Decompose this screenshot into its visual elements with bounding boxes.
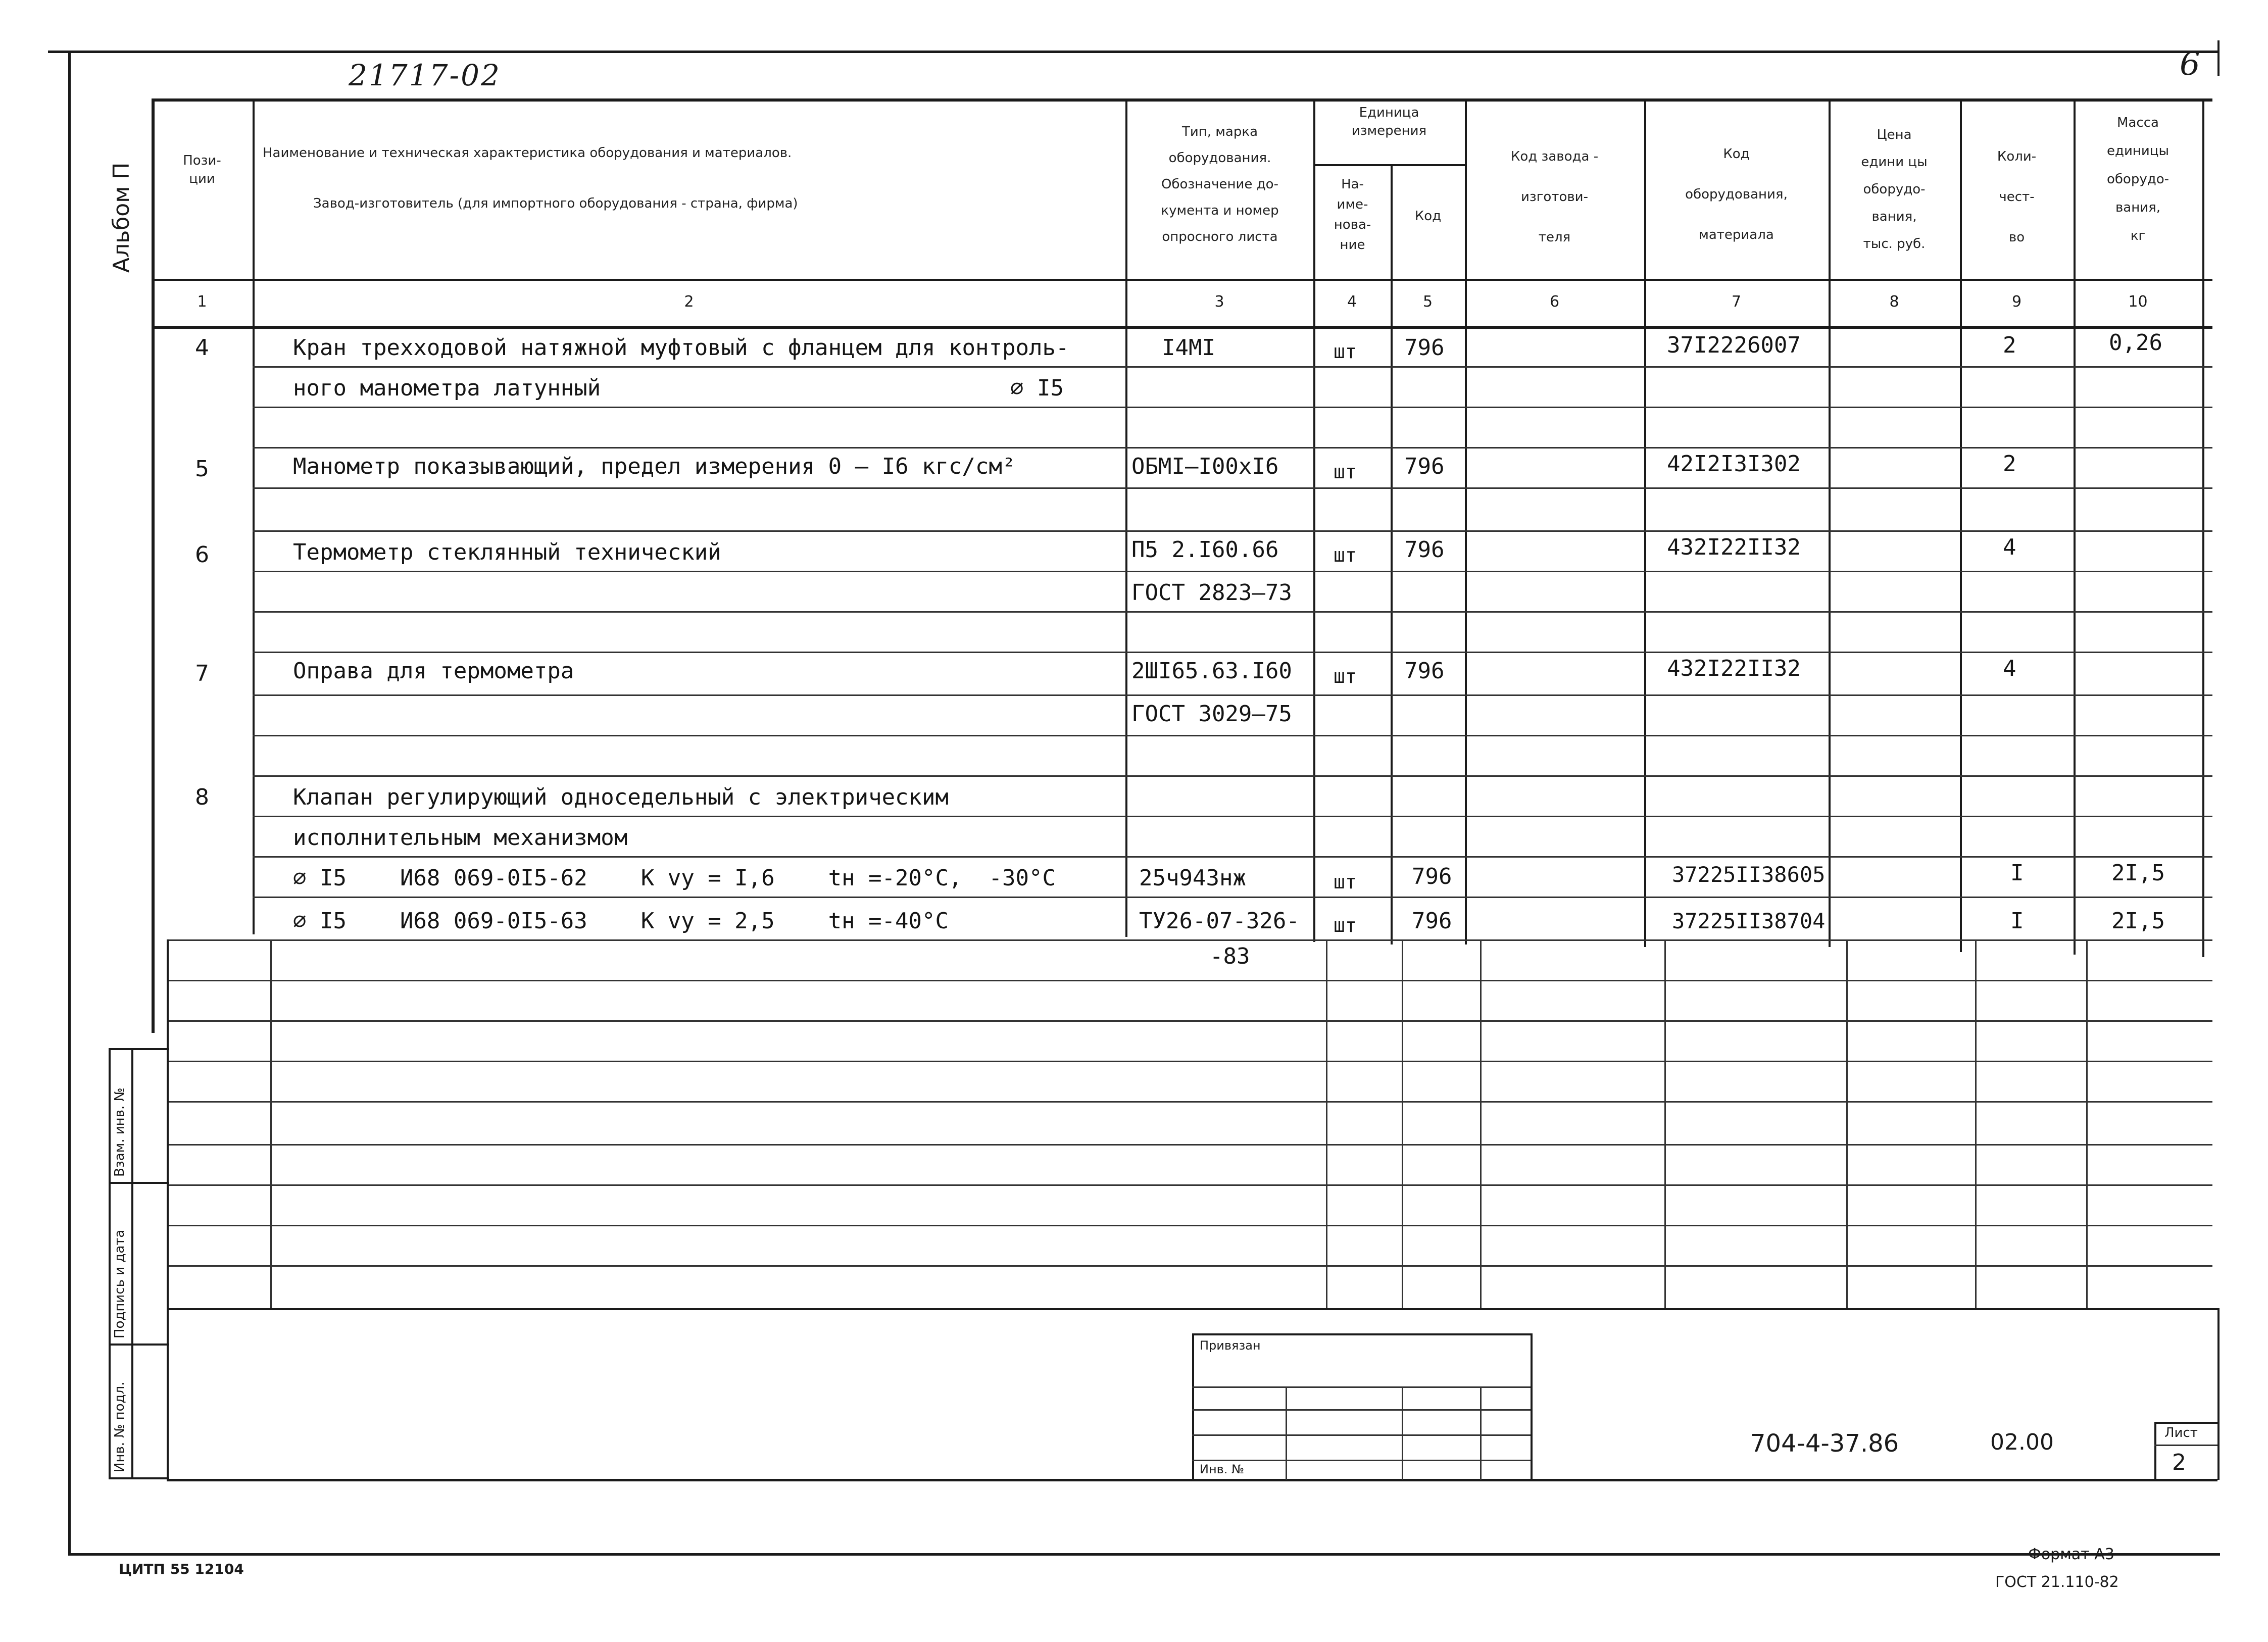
row-position: 8 xyxy=(195,784,209,810)
row-unit: шт xyxy=(1334,665,1357,687)
header-type: Тип, марка оборудования. Обозначение до- кумента и номер опросного листа xyxy=(1161,124,1279,244)
handwritten-doc-code: 21717-02 xyxy=(349,58,501,92)
header-equipment-code: Код оборудования, материала xyxy=(1685,146,1788,242)
row-position: 7 xyxy=(195,661,209,686)
document-designation: 704-4-37.86 xyxy=(1750,1429,1899,1458)
row-mass: 2I,5 xyxy=(2111,908,2165,934)
row-position: 5 xyxy=(195,456,209,482)
row-mass: 2I,5 xyxy=(2111,860,2165,886)
col-number-1: 1 xyxy=(197,293,207,311)
footer-format: Формат А3 xyxy=(2028,1546,2114,1563)
row-name: исполнительным механизмом xyxy=(293,825,628,851)
row-unit: шт xyxy=(1334,871,1357,893)
row-type: -83 xyxy=(1210,943,1250,969)
row-type: ТУ26-07-326- xyxy=(1139,908,1300,934)
sheet-number: 2 xyxy=(2172,1450,2186,1475)
row-unit-code: 796 xyxy=(1404,658,1445,684)
col-number-6: 6 xyxy=(1549,293,1560,311)
stamp-original-inv: Инв. № подл. xyxy=(112,1381,127,1472)
row-equipment-code: 37225II38704 xyxy=(1672,909,1826,933)
row-position: 6 xyxy=(195,542,209,568)
row-name: ного манометра латунный xyxy=(293,375,601,401)
col-number-7: 7 xyxy=(1731,293,1742,311)
row-equipment-code: 42I2I3I302 xyxy=(1667,451,1801,477)
footer-registry: ЦИТП 55 12104 xyxy=(119,1561,244,1577)
header-quantity: Коли- чест- во xyxy=(1997,149,2037,245)
row-equipment-code: 432I22II32 xyxy=(1667,534,1801,560)
row-equipment-code: 432I22II32 xyxy=(1667,656,1801,681)
row-quantity: 4 xyxy=(2003,656,2016,681)
header-manufacturer: Завод-изготовитель (для импортного оборудования - страна, фирма) xyxy=(313,196,798,211)
header-name: Наименование и техническая характеристика оборудования и материалов. xyxy=(263,145,792,161)
col-number-4: 4 xyxy=(1347,293,1357,311)
header-positions: Пози- ции xyxy=(183,153,221,186)
col-number-8: 8 xyxy=(1889,293,1899,311)
row-quantity: I xyxy=(2010,860,2024,886)
title-block-privyazan: Привязан xyxy=(1200,1338,1261,1353)
row-name: Оправа для термометра xyxy=(293,658,574,684)
row-position: 4 xyxy=(195,335,209,361)
row-type: 2ШI65.63.I60 xyxy=(1131,658,1292,684)
header-unit: Единица измерения xyxy=(1351,105,1427,138)
header-price: Цена едини цы оборудо- вания, тыс. руб. xyxy=(1861,127,1928,252)
header-plant-code: Код завода - изготови- теля xyxy=(1510,149,1599,245)
row-quantity: 2 xyxy=(2003,332,2016,358)
row-unit-code: 796 xyxy=(1404,454,1445,479)
col-number-10: 10 xyxy=(2128,293,2148,311)
album-label: Альбом П xyxy=(109,162,134,273)
stamp-signature-date: Подпись и дата xyxy=(112,1229,127,1338)
row-unit: шт xyxy=(1334,340,1357,363)
sheet-label: Лист xyxy=(2164,1425,2198,1440)
row-unit-code: 796 xyxy=(1412,864,1452,889)
header-mass: Масса единицы оборудо- вания, кг xyxy=(2106,115,2169,243)
row-type: ОБМI–I00хI6 xyxy=(1131,454,1279,479)
row-name: Клапан регулирующий односедельный с электрическим xyxy=(293,784,949,810)
row-name: ∅ I5 И68 069-0I5-63 К vy = 2,5 tн =-40°С xyxy=(293,908,949,934)
row-quantity: 4 xyxy=(2003,534,2016,560)
row-unit: шт xyxy=(1334,544,1357,566)
col-number-5: 5 xyxy=(1422,293,1433,311)
row-name: ∅ I5 И68 069-0I5-62 К vy = I,6 tн =-20°С, -30°С xyxy=(293,865,1056,891)
footer-gost: ГОСТ 21.110-82 xyxy=(1995,1573,2119,1591)
col-number-3: 3 xyxy=(1214,293,1224,311)
row-name-extra: ∅ I5 xyxy=(1010,375,1064,401)
row-unit-code: 796 xyxy=(1412,908,1452,934)
title-block-inv: Инв. № xyxy=(1200,1462,1245,1476)
header-unit-name: На- име- нова- ние xyxy=(1334,177,1371,253)
row-unit: шт xyxy=(1334,914,1357,936)
col-number-2: 2 xyxy=(684,293,694,311)
stamp-replacement-inv: Взам. инв. № xyxy=(112,1087,127,1177)
row-name: Манометр показывающий, предел измерения 0 – I6 кгс/см² xyxy=(293,454,1016,479)
row-type: ГОСТ 3029–75 xyxy=(1131,701,1292,727)
col-number-9: 9 xyxy=(2011,293,2022,311)
row-type: 25ч943нж xyxy=(1139,865,1246,891)
row-unit: шт xyxy=(1334,461,1357,483)
row-mass: 0,26 xyxy=(2109,330,2162,356)
row-equipment-code: 37225II38605 xyxy=(1672,862,1826,887)
document-suffix: 02.00 xyxy=(1990,1429,2054,1455)
row-equipment-code: 37I2226007 xyxy=(1667,332,1801,358)
header-unit-code: Код xyxy=(1414,209,1442,224)
row-unit-code: 796 xyxy=(1404,335,1445,361)
page-corner-number: 6 xyxy=(2180,45,2200,83)
row-name: Термометр стеклянный технический xyxy=(293,539,721,565)
row-type: I4MI xyxy=(1162,335,1215,361)
row-name: Кран трехходовой натяжной муфтовый с фланцем для контроль- xyxy=(293,335,1069,361)
row-type: ГОСТ 2823–73 xyxy=(1131,580,1292,606)
row-type: П5 2.I60.66 xyxy=(1131,537,1279,563)
row-unit-code: 796 xyxy=(1404,537,1445,563)
row-quantity: I xyxy=(2010,908,2024,934)
row-quantity: 2 xyxy=(2003,451,2016,477)
